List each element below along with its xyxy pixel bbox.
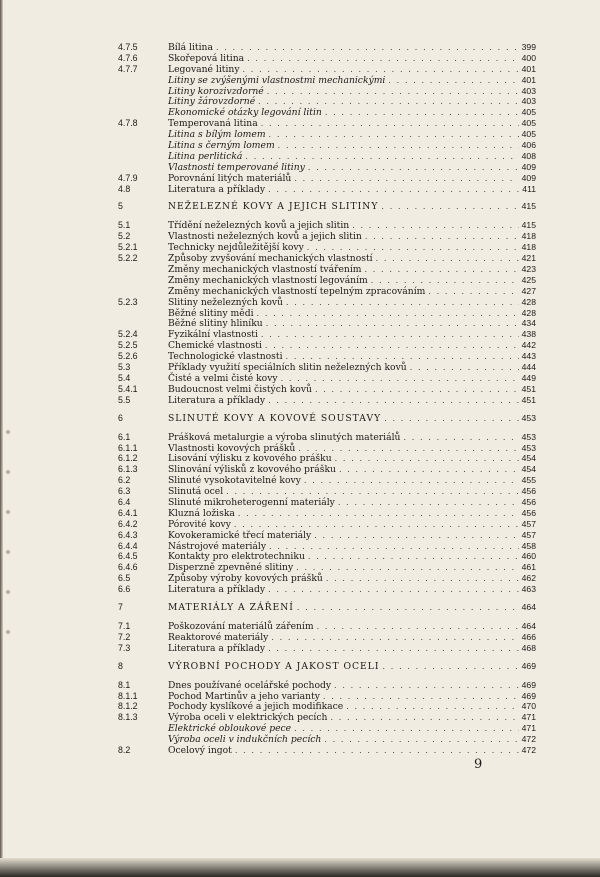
page-reference: 399 — [521, 42, 536, 52]
section-title: Slitiny neželezných kovů — [168, 296, 283, 308]
dot-leader — [235, 746, 519, 757]
section-title: VÝROBNÍ POCHODY A JAKOST OCELI — [168, 660, 380, 672]
section-number: 5.2 — [118, 231, 131, 242]
dot-leader — [269, 542, 519, 553]
toc-row — [118, 432, 536, 443]
section-title: Reaktorové materiály — [168, 631, 269, 643]
section-number: 6.1.2 — [118, 453, 138, 464]
toc-row — [118, 162, 536, 173]
section-number: 5.5 — [118, 394, 131, 405]
section-title: Dnes používané ocelářské pochody — [168, 679, 332, 691]
section-title: SLINUTÉ KOVY A KOVOVÉ SOUSTAVY — [168, 412, 382, 424]
dot-leader — [339, 465, 519, 476]
dot-leader — [330, 713, 518, 724]
toc-chapter-row — [118, 413, 536, 425]
section-title: Způsoby zvyšování mechanických vlastností — [168, 253, 373, 265]
section-number: 6.4.6 — [118, 562, 138, 573]
toc-row — [118, 643, 536, 654]
toc-row — [118, 151, 536, 162]
toc-row — [118, 701, 536, 712]
dot-leader — [365, 232, 519, 243]
toc-row — [118, 53, 536, 64]
dot-leader — [234, 520, 519, 531]
toc-row — [118, 464, 536, 475]
dot-leader — [268, 396, 519, 407]
page-reference: 400 — [521, 52, 536, 63]
page-reference: 444 — [521, 362, 536, 373]
dot-leader — [271, 633, 518, 644]
page-reference: 405 — [521, 107, 536, 118]
dot-leader — [388, 76, 518, 87]
section-title: Příklady využití speciálních slitin neželezných kovů — [168, 362, 407, 374]
toc-row — [118, 562, 536, 573]
page-reference: 454 — [521, 453, 536, 464]
section-title: Elektrické obloukové pece — [168, 723, 292, 735]
section-title: MATERIÁLY A ZÁŘENÍ — [168, 601, 294, 613]
section-title: Litina s bílým lomem — [168, 129, 266, 141]
section-number: 5.2.6 — [118, 351, 138, 362]
page-reference: 423 — [521, 264, 536, 275]
toc-row — [118, 573, 536, 584]
section-number: 7.3 — [118, 642, 131, 653]
section-number: 6.4 — [118, 496, 131, 507]
toc-row — [118, 519, 536, 530]
section-title: Chemické vlastnosti — [168, 340, 262, 352]
section-title: Litina s černým lomem — [168, 140, 275, 152]
section-number: 7 — [118, 601, 123, 612]
toc-row — [118, 712, 536, 723]
toc-row — [118, 275, 536, 286]
dot-leader — [261, 330, 519, 341]
section-number: 6.4.2 — [118, 518, 138, 529]
toc-row — [118, 497, 536, 508]
toc-row — [118, 541, 536, 552]
dot-leader — [338, 498, 519, 509]
toc-row — [118, 64, 536, 75]
dot-leader — [267, 87, 519, 98]
dot-leader — [326, 574, 519, 585]
page-reference: 454 — [521, 464, 536, 475]
section-title: Lisování výlisku z kovového prášku — [168, 453, 332, 465]
section-number: 4.7.7 — [118, 63, 138, 74]
page-reference: 466 — [521, 631, 536, 642]
dot-leader — [308, 163, 519, 174]
section-title: Ocelový ingot — [168, 744, 232, 756]
section-title: Vlastnosti temperované litiny — [168, 161, 305, 173]
page-number: 9 — [474, 757, 483, 772]
toc-row — [118, 745, 536, 756]
section-number: 7.1 — [118, 620, 131, 631]
toc-row — [118, 680, 536, 691]
toc-row — [118, 362, 536, 373]
page-reference: 449 — [521, 372, 536, 383]
toc-row — [118, 140, 536, 151]
section-number: 5.1 — [118, 220, 131, 231]
page-reference: 401 — [521, 74, 536, 85]
section-title: Změny mechanických vlastností tvářením — [168, 264, 362, 276]
section-title: Slinutá ocel — [168, 486, 224, 498]
section-title: Literatura a příklady — [168, 394, 266, 406]
section-number: 6 — [118, 412, 123, 423]
toc-row — [118, 42, 536, 53]
section-number: 4.8 — [118, 183, 131, 194]
toc-chapter-row — [118, 661, 536, 673]
section-title: Slinuté vysokotavitelné kovy — [168, 475, 301, 487]
dot-leader — [266, 319, 519, 330]
page-reference: 421 — [521, 253, 536, 264]
toc-row — [118, 253, 536, 264]
page-bottom-shadow — [0, 858, 600, 877]
dot-leader — [257, 309, 519, 320]
page-reference: 451 — [521, 383, 536, 394]
section-title: Skořepová litina — [168, 52, 245, 64]
toc-row — [118, 184, 536, 195]
page-reference: 453 — [521, 431, 536, 442]
dot-leader — [304, 476, 519, 487]
page-reference: 415 — [521, 201, 536, 212]
dot-leader — [308, 552, 519, 563]
page-reference: 405 — [521, 118, 536, 129]
page-reference: 456 — [521, 507, 536, 518]
toc-row — [118, 264, 536, 275]
page-reference: 405 — [521, 129, 536, 140]
section-number: 4.7.6 — [118, 52, 138, 63]
toc-row — [118, 486, 536, 497]
page-reference: 469 — [521, 679, 536, 690]
toc-row — [118, 220, 536, 231]
section-number: 4.7.5 — [118, 42, 138, 52]
page-reference: 463 — [521, 584, 536, 595]
dot-leader — [296, 563, 519, 574]
dot-leader — [383, 662, 519, 673]
toc-row — [118, 508, 536, 519]
section-title: Běžné slitiny hliníku — [168, 318, 263, 330]
page-reference: 415 — [521, 220, 536, 231]
section-number: 6.1.1 — [118, 442, 138, 453]
section-title: Litiny se zvýšenými vlastnostmi mechanickými — [168, 74, 386, 86]
page-reference: 457 — [521, 518, 536, 529]
page-reference: 464 — [521, 620, 536, 631]
page-reference: 409 — [521, 172, 536, 183]
section-title: Literatura a příklady — [168, 642, 266, 654]
page-reference: 411 — [522, 183, 536, 194]
page-reference: 471 — [521, 712, 536, 723]
dot-leader — [346, 702, 518, 713]
section-number: 8.2 — [118, 744, 131, 755]
section-title: Vlastnosti neželezných kovů a jejich slitin — [168, 231, 362, 243]
section-title: Pochod Martinův a jeho varianty — [168, 690, 320, 702]
toc-row — [118, 96, 536, 107]
section-number: 4.7.9 — [118, 172, 138, 183]
section-number: 8.1.1 — [118, 690, 138, 701]
section-title: Literatura a příklady — [168, 183, 266, 195]
section-number: 6.4.1 — [118, 507, 138, 518]
section-title: Slinování výlisků z kovového prášku — [168, 464, 336, 476]
section-number: 5.3 — [118, 362, 131, 373]
dot-leader — [281, 374, 519, 385]
section-number: 7.2 — [118, 631, 131, 642]
page-reference: 456 — [521, 496, 536, 507]
toc-row — [118, 286, 536, 297]
section-number: 8 — [118, 660, 123, 671]
page-reference: 428 — [521, 296, 536, 307]
page-reference: 460 — [521, 551, 536, 562]
section-number: 6.5 — [118, 573, 131, 584]
toc-row — [118, 453, 536, 464]
toc-row — [118, 173, 536, 184]
section-number: 4.7.8 — [118, 118, 138, 129]
toc-row — [118, 129, 536, 140]
section-title: Ekonomické otázky legování litin — [168, 107, 322, 119]
section-number: 5.2.4 — [118, 329, 138, 340]
section-number: 6.6 — [118, 584, 131, 595]
toc-row — [118, 395, 536, 406]
table-of-contents — [118, 42, 536, 756]
dot-leader — [403, 433, 518, 444]
section-title: Změny mechanických vlastností legováním — [168, 274, 368, 286]
page-reference: 455 — [521, 475, 536, 486]
page-left-shadow — [0, 0, 3, 877]
page-reference: 462 — [521, 573, 536, 584]
toc-row — [118, 118, 536, 129]
toc-row — [118, 107, 536, 118]
dot-leader — [410, 363, 519, 374]
toc-row — [118, 475, 536, 486]
toc-row — [118, 530, 536, 541]
toc-row — [118, 231, 536, 242]
dot-leader — [238, 509, 519, 520]
toc-row — [118, 308, 536, 319]
section-number: 5.2.5 — [118, 340, 138, 351]
section-title: Porovnání litých materiálů — [168, 172, 292, 184]
section-title: Vlastnosti kovových prášků — [168, 442, 296, 454]
dot-leader — [294, 724, 519, 735]
toc-row — [118, 351, 536, 362]
dot-leader — [268, 185, 519, 196]
dot-leader — [269, 130, 519, 141]
page-reference: 408 — [521, 150, 536, 161]
page-reference: 471 — [521, 723, 536, 734]
section-title: Kontakty pro elektrotechniku — [168, 551, 305, 563]
dot-leader — [335, 454, 519, 465]
page-reference: 472 — [521, 744, 536, 755]
page-reference: 469 — [521, 660, 536, 671]
section-number: 6.3 — [118, 486, 131, 497]
page-reference: 427 — [521, 285, 536, 296]
section-number: 5.4 — [118, 372, 131, 383]
dot-leader — [286, 298, 519, 309]
dot-leader — [268, 585, 519, 596]
section-title: Litiny korozivzdorné — [168, 85, 264, 97]
dot-leader — [278, 141, 519, 152]
toc-row — [118, 691, 536, 702]
section-number: 6.2 — [118, 475, 131, 486]
section-title: Literatura a příklady — [168, 584, 266, 596]
dot-leader — [317, 622, 519, 633]
page-reference: 469 — [521, 690, 536, 701]
section-title: Litina perlitická — [168, 150, 243, 162]
section-number: 5.2.2 — [118, 253, 138, 264]
page-reference: 451 — [521, 394, 536, 405]
section-title: Temperovaná litina — [168, 118, 258, 130]
page-reference: 438 — [521, 329, 536, 340]
toc-row — [118, 443, 536, 454]
page-reference: 472 — [521, 734, 536, 745]
section-title: NEŽELEZNÉ KOVY A JEJICH SLITINY — [168, 201, 379, 213]
toc-row — [118, 584, 536, 595]
dot-leader — [268, 644, 519, 655]
section-title: Legované litiny — [168, 63, 240, 75]
dot-leader — [376, 254, 519, 265]
page-reference: 418 — [521, 231, 536, 242]
dot-leader — [261, 119, 519, 130]
dot-leader — [384, 414, 518, 425]
page-reference: 418 — [521, 242, 536, 253]
section-number: 6.4.4 — [118, 540, 138, 551]
section-title: Kovokeramické třecí materiály — [168, 529, 312, 541]
section-title: Běžné slitiny mědi — [168, 307, 254, 319]
section-title: Výroba oceli v elektrických pecích — [168, 712, 328, 724]
page-reference: 468 — [521, 642, 536, 653]
toc-chapter-row — [118, 602, 536, 614]
section-number: 5 — [118, 201, 123, 212]
section-title: Disperzně zpevněné slitiny — [168, 562, 294, 574]
section-title: Litiny žárovzdorné — [168, 96, 256, 108]
toc-row — [118, 384, 536, 395]
dot-leader — [364, 265, 518, 276]
page-reference: 428 — [521, 307, 536, 318]
dot-leader — [381, 202, 518, 213]
dot-leader — [265, 341, 519, 352]
dot-leader — [297, 603, 519, 614]
section-number: 6.1.3 — [118, 464, 138, 475]
section-title: Fyzikální vlastnosti — [168, 329, 258, 341]
toc-row — [118, 86, 536, 97]
page-reference: 442 — [521, 340, 536, 351]
section-title: Změny mechanických vlastností tepelným zpracováním — [168, 285, 426, 297]
dot-leader — [352, 221, 518, 232]
section-number: 8.1.3 — [118, 712, 138, 723]
section-title: Slinuté mikroheterogenní materiály — [168, 496, 335, 508]
toc-row — [118, 723, 536, 734]
page-reference: 458 — [521, 540, 536, 551]
toc-row — [118, 329, 536, 340]
section-title: Technicky nejdůležitější kovy — [168, 242, 304, 254]
page-reference: 403 — [521, 85, 536, 96]
toc-row — [118, 734, 536, 745]
section-title: Poškozování materiálů zářením — [168, 620, 314, 632]
dot-leader — [314, 531, 518, 542]
section-title: Kluzná ložiska — [168, 507, 235, 519]
section-title: Třídění neželezných kovů a jejich slitin — [168, 220, 350, 232]
toc-row — [118, 373, 536, 384]
dot-leader — [334, 681, 519, 692]
toc-row — [118, 632, 536, 643]
page-reference: 453 — [521, 412, 536, 423]
page-reference: 406 — [521, 140, 536, 151]
page-reference: 403 — [521, 96, 536, 107]
page-reference: 434 — [521, 318, 536, 329]
dot-leader — [315, 385, 519, 396]
page-reference: 401 — [521, 63, 536, 74]
toc-row — [118, 621, 536, 632]
section-title: Čisté a velmi čisté kovy — [168, 372, 278, 384]
section-title: Technologické vlastnosti — [168, 351, 283, 363]
page-reference: 470 — [521, 701, 536, 712]
dot-leader — [428, 287, 518, 298]
section-number: 5.2.3 — [118, 296, 138, 307]
section-title: Způsoby výroby kovových prášků — [168, 573, 323, 585]
toc-chapter-row — [118, 201, 536, 213]
page-reference: 457 — [521, 529, 536, 540]
toc-row — [118, 242, 536, 253]
section-number: 5.2.1 — [118, 242, 138, 253]
toc-row — [118, 551, 536, 562]
section-title: Nástrojové materiály — [168, 540, 267, 552]
section-number: 8.1 — [118, 679, 131, 690]
section-number: 6.4.5 — [118, 551, 138, 562]
toc-row — [118, 297, 536, 308]
section-number: 5.4.1 — [118, 383, 138, 394]
dot-leader — [324, 735, 518, 746]
toc-row — [118, 340, 536, 351]
section-title: Budoucnost velmi čistých kovů — [168, 383, 312, 395]
dot-leader — [216, 43, 519, 54]
page-reference: 409 — [521, 161, 536, 172]
page-reference: 443 — [521, 351, 536, 362]
section-number: 6.1 — [118, 431, 131, 442]
dot-leader — [323, 692, 519, 703]
dot-leader — [325, 108, 519, 119]
section-title: Prášková metalurgie a výroba slinutých materiálů — [168, 431, 401, 443]
section-title: Pochody kyslíkové a jejich modifikace — [168, 701, 344, 713]
dot-leader — [247, 54, 519, 65]
page-reference: 453 — [521, 442, 536, 453]
dot-leader — [294, 174, 518, 185]
page-reference: 461 — [521, 562, 536, 573]
section-number: 6.4.3 — [118, 529, 138, 540]
page-reference: 425 — [521, 274, 536, 285]
toc-row — [118, 75, 536, 86]
section-title: Výroba oceli v indukčních pecích — [168, 734, 322, 746]
section-number: 8.1.2 — [118, 701, 138, 712]
section-title: Pórovité kovy — [168, 518, 231, 530]
section-title: Bílá litina — [168, 42, 213, 53]
page-reference: 464 — [521, 601, 536, 612]
page-reference: 456 — [521, 486, 536, 497]
toc-row — [118, 318, 536, 329]
